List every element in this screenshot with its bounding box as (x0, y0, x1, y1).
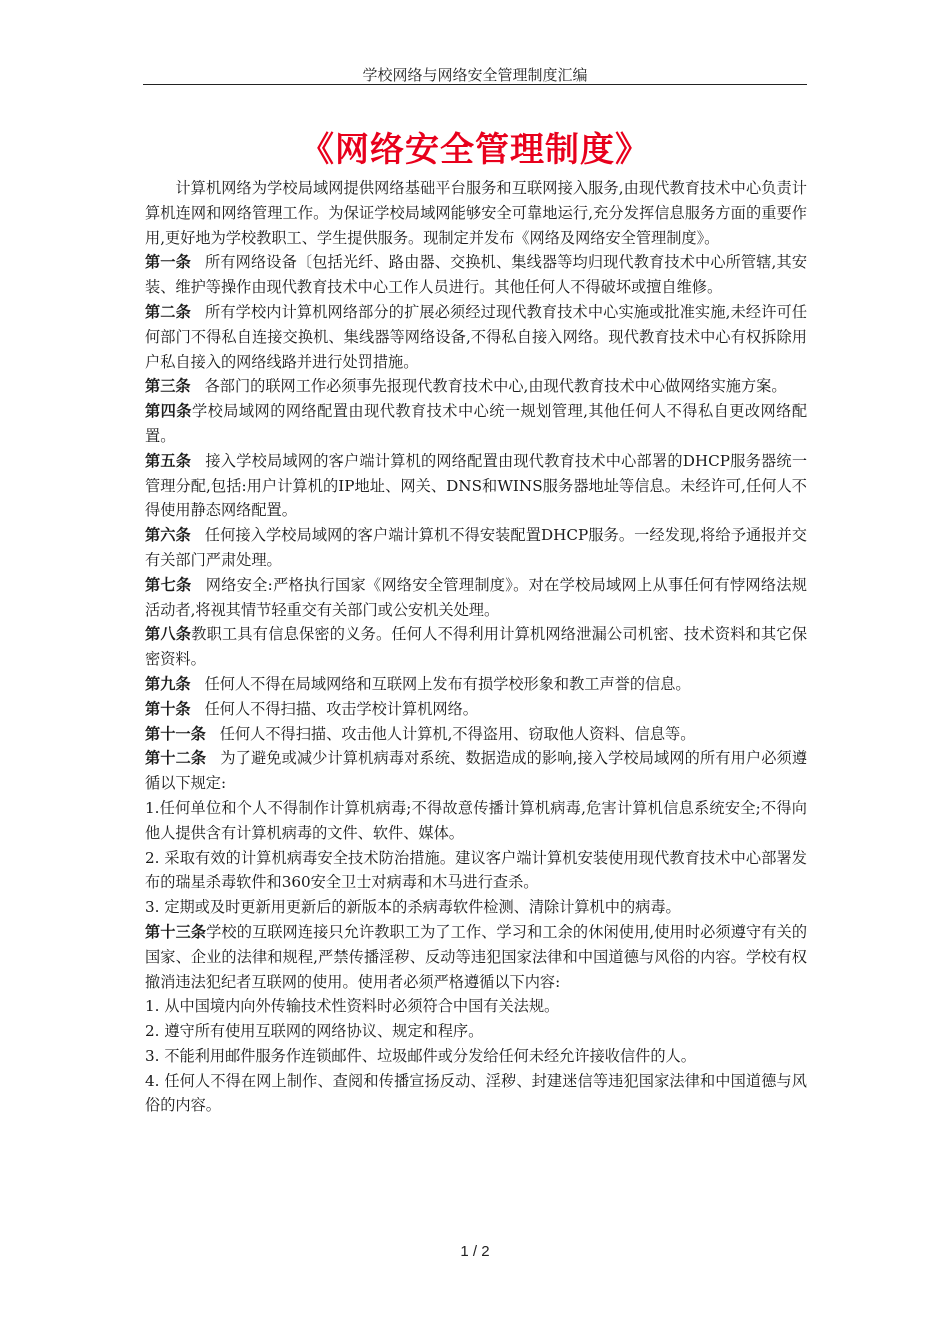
rule13-item-2: 2. 遵守所有使用互联网的网络协议、规定和程序。 (145, 1022, 484, 1041)
article-label: 第七条 (145, 575, 192, 594)
rule12-item-2: 2. 采取有效的计算机病毒安全技术防治措施。建议客户端计算机安装使用现代教育技术中心部署发布的瑞星杀毒软件和360安全卫士对病毒和木马进行查杀。 (145, 848, 807, 892)
article-2 (145, 300, 807, 374)
article-text: 任何人不得在局域网络和互联网上发布有损学校形象和教工声誉的信息。 (204, 674, 691, 693)
article-3 (145, 374, 807, 399)
article-10 (145, 697, 807, 722)
rule13-item-3: 3. 不能利用邮件服务作连锁邮件、垃圾邮件或分发给任何未经允许接收信件的人。 (145, 1046, 696, 1065)
document-title: 《网络安全管理制度》 (300, 130, 650, 170)
article-8 (145, 622, 807, 672)
article-label: 第十条 (145, 699, 191, 718)
article-text: 接入学校局域网的客户端计算机的网络配置由现代教育技术中心部署的DHCP服务器统一管理分配,包括:用户计算机的IP地址、网关、DNS和WINS服务器地址等信息。未经许可,任何人不得使用静态网络配置。 (145, 451, 808, 520)
article-4 (145, 399, 807, 449)
rule13-item-4: 4. 任何人不得在网上制作、查阅和传播宣扬反动、淫秽、封建迷信等违犯国家法律和中国道德与风俗的内容。 (145, 1071, 807, 1115)
article-label: 第一条 (145, 253, 191, 272)
rule12-item-1: 1.任何单位和个人不得制作计算机病毒;不得故意传播计算机病毒,危害计算机信息系统安全;不得向他人提供含有计算机病毒的文件、软件、媒体。 (145, 798, 807, 842)
document-body (145, 176, 807, 1118)
article-1 (145, 250, 807, 300)
page-number: 1 / 2 (460, 1243, 490, 1260)
article-label: 第九条 (145, 674, 191, 693)
article-label: 第六条 (145, 526, 191, 545)
article-label: 第四条 (145, 402, 192, 421)
article-text: 学校的互联网连接只允许教职工为了工作、学习和工余的休闲使用,使用时必须遵守有关的国家、企业的法律和规程,严禁传播淫秽、反动等违犯国家法律和中国道德与风俗的内容。学校有权撤消违法犯纪者互联网的使用。使用者必须严格遵循以下内容: (145, 922, 808, 991)
article-label: 第二条 (145, 302, 191, 321)
article-text: 为了避免或减少计算机病毒对系统、数据造成的影响,接入学校局域网的所有用户必须遵循以下规定: (145, 749, 808, 793)
header-divider (143, 84, 807, 85)
article-label: 第十一条 (145, 724, 206, 743)
article-11 (145, 722, 807, 747)
article-6 (145, 523, 807, 573)
article-text: 所有网络设备〔包括光纤、路由器、交换机、集线器等均归现代教育技术中心所管辖,其安装、维护等操作由现代教育技术中心工作人员进行。其他任何人不得破坏或擅自维修。 (145, 253, 808, 297)
article-7 (145, 573, 807, 623)
article-text: 任何人不得扫描、攻击学校计算机网络。 (204, 699, 478, 718)
running-header: 学校网络与网络安全管理制度汇编 (362, 66, 588, 84)
article-text: 各部门的联网工作必须事先报现代教育技术中心,由现代教育技术中心做网络实施方案。 (204, 377, 787, 396)
article-13 (145, 920, 807, 994)
article-9 (145, 672, 807, 697)
article-12 (145, 746, 807, 796)
article-text: 所有学校内计算机网络部分的扩展必须经过现代教育技术中心实施或批准实施,未经许可任何部门不得私自连接交换机、集线器等网络设备,不得私自接入网络。现代教育技术中心有权拆除用户私自接入的网络线路并进行处罚措施。 (145, 302, 808, 371)
rule13-item-1: 1. 从中国境内向外传输技术性资料时必须符合中国有关法规。 (145, 997, 560, 1016)
rule12-item-3: 3. 定期或及时更新用更新后的新版本的杀病毒软件检测、清除计算机中的病毒。 (145, 898, 681, 917)
article-text: 教职工具有信息保密的义务。任何人不得利用计算机网络泄漏公司机密、技术资料和其它保密资料。 (145, 625, 808, 669)
article-label: 第十二条 (145, 749, 207, 768)
article-text: 学校局域网的网络配置由现代教育技术中心统一规划管理,其他任何人不得私自更改网络配置。 (145, 402, 808, 445)
article-label: 第八条 (145, 625, 192, 644)
article-label: 第三条 (145, 377, 191, 396)
article-text: 任何人不得扫描、攻击他人计算机,不得盗用、窃取他人资料、信息等。 (219, 724, 696, 743)
article-text: 网络安全:严格执行国家《网络安全管理制度》。对在学校局域网上从事任何有悖网络法规活动者,将视其情节轻重交有关部门或公安机关处理。 (145, 575, 807, 619)
article-text: 任何接入学校局域网的客户端计算机不得安装配置DHCP服务。一经发现,将给予通报并交有关部门严肃处理。 (145, 526, 807, 569)
article-label: 第十三条 (145, 922, 207, 941)
article-label: 第五条 (145, 451, 192, 470)
article-5 (145, 449, 807, 523)
intro-paragraph: 计算机网络为学校局域网提供网络基础平台服务和互联网接入服务,由现代教育技术中心负责计算机连网和网络管理工作。为保证学校局域网能够安全可靠地运行,充分发挥信息服务方面的重要作用,更好地为学校教职工、学生提供服务。现制定并发布《网络及网络安全管理制度》。 (145, 179, 807, 247)
